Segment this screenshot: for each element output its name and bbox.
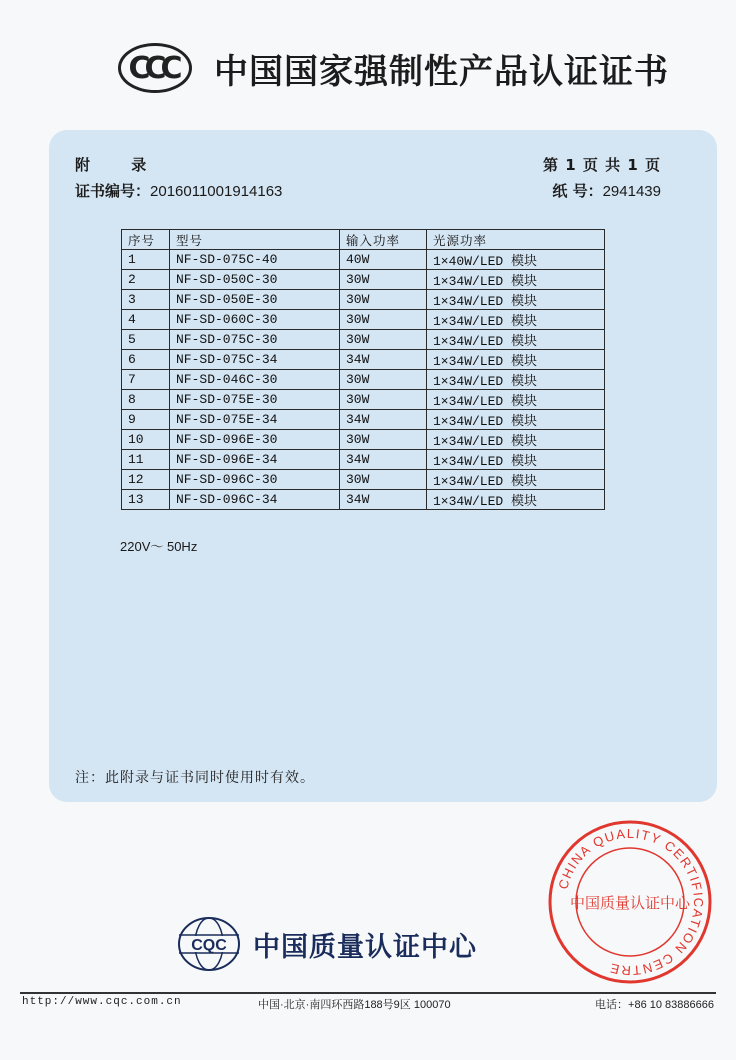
cell-model: NF-SD-096C-30	[170, 470, 340, 490]
cell-light-source-power: 1×34W/LED 模块	[427, 350, 605, 370]
issuer-block	[175, 915, 477, 973]
appendix-label: 附 录	[75, 156, 165, 174]
cell-input-power: 34W	[340, 410, 427, 430]
issuer-name: 中国质量认证中心	[253, 931, 477, 963]
footer-divider	[20, 992, 716, 994]
certificate-title: 中国国家强制性产品认证证书	[214, 51, 669, 92]
table-row	[122, 430, 605, 450]
table-row	[122, 450, 605, 470]
cell-input-power: 40W	[340, 250, 427, 270]
certificate-number-label: 证书编号：	[75, 182, 151, 200]
cell-model: NF-SD-046C-30	[170, 370, 340, 390]
table-row	[122, 470, 605, 490]
cell-model: NF-SD-075C-40	[170, 250, 340, 270]
cell-model: NF-SD-075E-30	[170, 390, 340, 410]
certificate-number-value: 2016011001914163	[150, 183, 283, 200]
cqc-globe-logo	[175, 915, 243, 973]
cell-light-source-power: 1×34W/LED 模块	[427, 330, 605, 350]
cell-model: NF-SD-096E-30	[170, 430, 340, 450]
cell-index: 8	[122, 390, 170, 410]
model-table	[121, 229, 605, 510]
page-info: 第 1 页 共 1 页	[543, 156, 661, 174]
cell-light-source-power: 1×34W/LED 模块	[427, 290, 605, 310]
cell-input-power: 30W	[340, 270, 427, 290]
cqc-logo-text: CQC	[191, 937, 227, 954]
certificate-header	[118, 38, 669, 98]
table-row	[122, 390, 605, 410]
header-input-power: 输入功率	[340, 230, 427, 250]
ccc-logo: CCC	[118, 43, 192, 93]
validity-note: 注：此附录与证书同时使用时有效。	[75, 770, 315, 786]
cell-light-source-power: 1×34W/LED 模块	[427, 430, 605, 450]
table-row	[122, 310, 605, 330]
cell-light-source-power: 1×34W/LED 模块	[427, 470, 605, 490]
paper-number-value: 2941439	[602, 183, 661, 200]
table-row	[122, 350, 605, 370]
cell-index: 9	[122, 410, 170, 430]
footer-url[interactable]: http://www.cqc.com.cn	[22, 996, 182, 1008]
cell-index: 12	[122, 470, 170, 490]
cell-index: 7	[122, 370, 170, 390]
cell-index: 11	[122, 450, 170, 470]
cell-input-power: 34W	[340, 350, 427, 370]
table-row	[122, 270, 605, 290]
cell-model: NF-SD-050C-30	[170, 270, 340, 290]
cell-input-power: 30W	[340, 330, 427, 350]
rating-text: 220V～ 50Hz	[120, 539, 198, 554]
cell-index: 6	[122, 350, 170, 370]
cell-light-source-power: 1×34W/LED 模块	[427, 370, 605, 390]
cell-input-power: 30W	[340, 370, 427, 390]
table-row	[122, 330, 605, 350]
footer-phone: 电话：+86 10 83886666	[595, 999, 714, 1011]
header-model: 型号	[170, 230, 340, 250]
table-row	[122, 410, 605, 430]
cell-model: NF-SD-075E-34	[170, 410, 340, 430]
table-header-row	[122, 230, 605, 250]
cell-index: 3	[122, 290, 170, 310]
cell-model: NF-SD-060C-30	[170, 310, 340, 330]
cell-input-power: 30W	[340, 470, 427, 490]
cell-light-source-power: 1×34W/LED 模块	[427, 490, 605, 510]
cell-index: 5	[122, 330, 170, 350]
cell-input-power: 30W	[340, 430, 427, 450]
appendix-panel	[49, 130, 717, 802]
cell-input-power: 30W	[340, 290, 427, 310]
cell-index: 13	[122, 490, 170, 510]
official-seal	[546, 818, 714, 986]
cell-light-source-power: 1×34W/LED 模块	[427, 270, 605, 290]
table-row	[122, 370, 605, 390]
cell-model: NF-SD-096C-34	[170, 490, 340, 510]
seal-outer-text: CHINA QUALITY CERTIFICATION CENTRE	[555, 825, 707, 979]
cell-index: 4	[122, 310, 170, 330]
paper-number-label: 纸 号：	[552, 182, 603, 200]
cell-index: 10	[122, 430, 170, 450]
table-row	[122, 490, 605, 510]
cell-input-power: 30W	[340, 390, 427, 410]
cell-index: 2	[122, 270, 170, 290]
cell-light-source-power: 1×34W/LED 模块	[427, 410, 605, 430]
seal-inner-text: 中国质量认证中心	[569, 894, 691, 912]
cell-light-source-power: 1×34W/LED 模块	[427, 310, 605, 330]
footer-address: 中国·北京·南四环西路188号9区 100070	[258, 999, 451, 1011]
table-row	[122, 290, 605, 310]
paper-number	[552, 180, 661, 201]
cell-light-source-power: 1×40W/LED 模块	[427, 250, 605, 270]
cell-light-source-power: 1×34W/LED 模块	[427, 390, 605, 410]
cell-input-power: 34W	[340, 490, 427, 510]
cell-index: 1	[122, 250, 170, 270]
cell-model: NF-SD-050E-30	[170, 290, 340, 310]
cell-model: NF-SD-075C-30	[170, 330, 340, 350]
cell-model: NF-SD-096E-34	[170, 450, 340, 470]
cell-light-source-power: 1×34W/LED 模块	[427, 450, 605, 470]
cell-input-power: 34W	[340, 450, 427, 470]
header-light-source-power: 光源功率	[427, 230, 605, 250]
header-index: 序号	[122, 230, 170, 250]
certificate-number	[75, 180, 282, 201]
cell-model: NF-SD-075C-34	[170, 350, 340, 370]
table-row	[122, 250, 605, 270]
cell-input-power: 30W	[340, 310, 427, 330]
